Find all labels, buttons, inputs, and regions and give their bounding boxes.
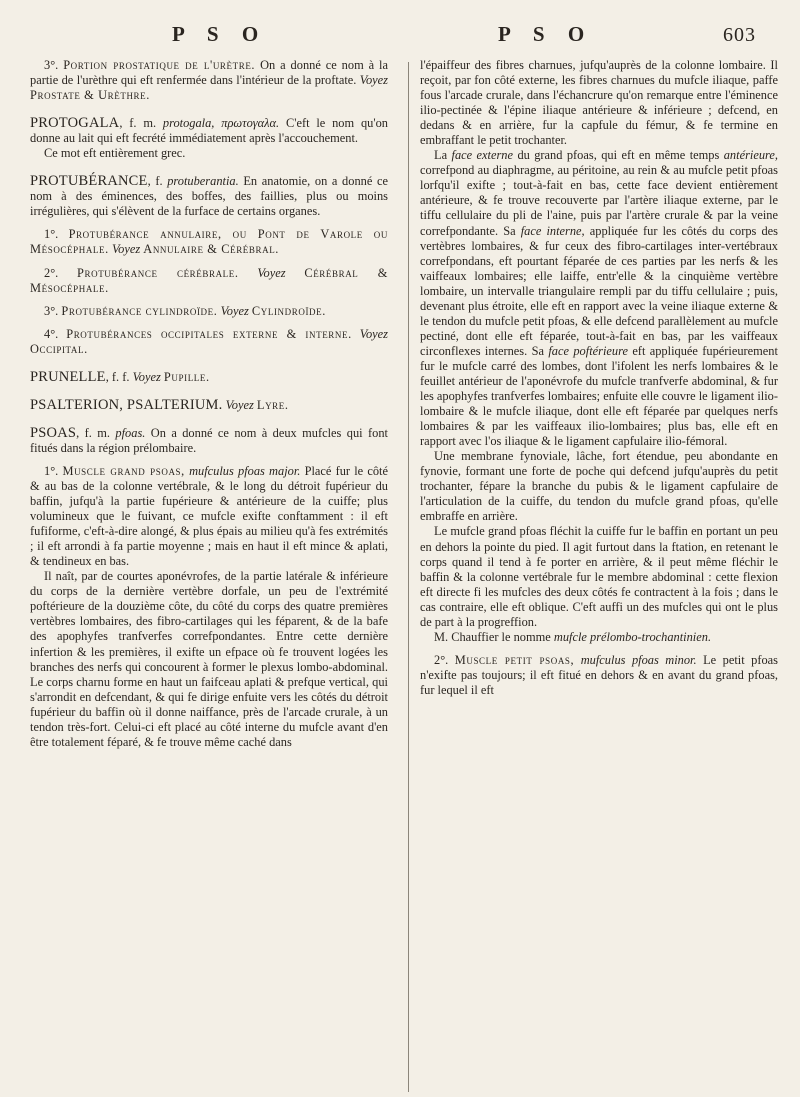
entry-text: C'eft le nom qu'on donne au lait qui eft fecrété immédiatement après l'accouchement. xyxy=(30,116,388,146)
entry-protuberance xyxy=(30,174,388,219)
entry-heading: Protubérances occipitales externe & interne. xyxy=(66,326,352,341)
grand-psoas-faces xyxy=(420,148,778,449)
text-run: correfpond au diaphragme, au péritoine, au rein & au mufcle petit pfoas lorfqu'il exifte ; tout-à-fait en bas, cette face devient entièrement antérieure, & fe trouve recouverte par l'artère iliaque externe, par le tiffu cellulaire du pli de l'aine, puis par l'artère crurale & par la veine correfpondante. xyxy=(420,163,778,238)
entry-heading: Muscle grand psoas, xyxy=(62,463,185,478)
entry-protogala-note: Ce mot eft entièrement grec. xyxy=(44,146,186,161)
entry-heading: Muscle petit psoas, xyxy=(454,652,575,667)
synovial-membrane-paragraph: Une membrane fynoviale, lâche, fort étendue, peu abondante en fynovie, formant une forte de poche qui defcend jufqu'auprès du petit trochanter, fépare la branche du pubis & le ligament capfulaire de l'articulation de la cuiffe, du tendon du mufcle grand pfoas, qu'elle embraffe en arrière. xyxy=(420,449,778,524)
entry-text: On a donné ce nom à la partie de l'urèthre qui eft renfermée dans l'intérieur de la proftate. xyxy=(30,58,389,88)
cross-ref-label: Voyez xyxy=(111,242,141,257)
grammar-note: , f. m. xyxy=(76,425,111,440)
entry-text: Le petit pfoas n'exifte pas toujours; il eft fitué en dehors & en avant du grand pfoas, fur lequel il eft xyxy=(420,652,778,697)
entry-number: 4°. xyxy=(44,326,59,341)
running-head-right: P S O xyxy=(498,22,594,46)
cross-ref-label: Voyez xyxy=(359,326,388,341)
text-run: Sa xyxy=(503,223,516,238)
subentry-protuberance-annulaire xyxy=(30,227,388,257)
latin-term: mufcle prélombo-trochantinien. xyxy=(553,629,712,644)
cross-ref-link[interactable]: Cylindroïde. xyxy=(251,303,326,318)
cross-ref-label: Voyez xyxy=(132,369,161,384)
grand-psoas-action: Le mufcle grand pfoas fléchit la cuiffe fur le baffin en portant un peu en dehors la pointe du pied. Il agit furtout dans la ftation, en retenant le corps quand il tend à fe porter en arrière, & il peut même fléchir le baffin & la colonne vertébrale fur le membre abdominal : cette flexion eft directe fi les mufcles des deux côtés fe contractent à la fois ; dans le cas contraire, elle eft oblique. C'eft auffi un des mufcles qui ont le plus de part à la progreffion. xyxy=(420,524,778,629)
entry-heading: Portion prostatique de l'urètre. xyxy=(63,58,256,72)
cross-ref-label: Voyez xyxy=(257,265,286,280)
headword: PRUNELLE xyxy=(30,368,106,385)
latin-term: mufculus pfoas major. xyxy=(189,463,301,478)
entry-heading: Protubérance annulaire, ou Pont de Varole ou Mésocéphale. xyxy=(30,227,388,257)
term-face-posterieure: face poftérieure xyxy=(548,343,628,358)
column-divider xyxy=(408,62,409,1092)
text-run: appliquée fur les côtés du corps des vertèbres lombaires, & fur ceux des fibro-cartilages inter-vertébraux correfpondans, eft pourtant féparée de ces parties par les nerfs & les vaiffeaux lombaires; elle laiffe, entr'elle & la cinquième vertèbre lombaire, un intervalle triangulaire rempli par du tiffu cellulaire ; puis, devenant plus étroite, elle eft en rapport avec la veine iliaque externe & le tendon du mufcle petit pfoas, & elle defcend parallèlement au mufcle pectiné, dont elle eft féparée, tout-à-fait en bas, par les vaiffeaux circonflexes internes. xyxy=(420,223,778,358)
entry-psalterion xyxy=(30,398,388,413)
latin-term: protogala, xyxy=(162,116,215,131)
term-face-interne: face interne, xyxy=(520,223,585,238)
term-anterieure: antérieure, xyxy=(723,148,778,163)
cross-ref-label: Voyez xyxy=(359,73,388,88)
cross-ref-link[interactable]: Annulaire & Cérébral. xyxy=(143,242,280,257)
entry-psoas xyxy=(30,426,388,456)
running-head-left: P S O xyxy=(172,22,268,46)
latin-term: mufculus pfoas minor. xyxy=(580,652,697,667)
text-run: M. Chauffier le nomme xyxy=(434,629,551,644)
headword: PROTOGALA xyxy=(30,115,120,132)
entry-number: 3°. xyxy=(44,303,59,318)
entry-text: On a donné ce nom à deux mufcles qui font fitués dans la région prélombaire. xyxy=(30,425,388,455)
headword: PSOAS xyxy=(30,424,77,441)
text-run: Sa xyxy=(531,343,544,358)
entry-portion-prostatique xyxy=(30,58,388,103)
entry-prunelle xyxy=(30,370,388,385)
cross-ref-link[interactable]: Prostate & Urèthre. xyxy=(30,88,150,103)
page-number: 603 xyxy=(723,24,756,46)
grammar-note: , f. m. xyxy=(119,116,157,131)
headword: PSALTERION, PSALTERIUM. xyxy=(30,396,223,413)
right-column xyxy=(420,58,778,698)
cross-ref-link[interactable]: Cérébral & Mésocéphale. xyxy=(30,265,388,295)
subentry-protuberance-cylindroide xyxy=(30,304,388,319)
cross-ref-link[interactable]: Occipital. xyxy=(30,341,88,356)
grammar-note: , f. f. xyxy=(105,369,130,384)
grammar-note: , f. xyxy=(147,174,163,189)
subentry-grand-psoas-origin: Il naît, par de courtes aponévrofes, de la partie latérale & inférieure du corps de la dernière vertèbre dorfale, un peu de l'extrémité poftérieure de la douzième côte, du côté du corps des quatre premières vertèbres lombaires, des fibro-cartilages qui les féparent, & de la bafe des apophyfes tranfverfes correfpondantes. Entre cette dernière infertion & les premières, il exifte un efpace où fe trouvent logées les branches des nerfs qui concourent à former le plexus lombo-abdominal. Le corps charnu forme en haut un faifceau aplati & prefque vertical, qui s'arrondit en defcendant, & qui fe dirige enfuite vers les côtés du détroit fupérieur du baffin où il donne naiffance, près de l'arcade crurale, à un tendon très-fort. Celui-ci eft placé au côté interne du mufcle avant d'en être totalement féparé, & fe trouve même caché dans xyxy=(30,569,388,749)
grand-psoas-continued: l'épaiffeur des fibres charnues, jufqu'auprès de la colonne lombaire. Il reçoit, par fon côté externe, les fibres charnues du mufcle iliaque, paffe fous l'arcade crurale, dans l'échancrure qu'on remarque entre l'éminence ilio-pectinée & l'épine iliaque antérieure & inférieure ; defcend, en dedans & en arrière, fur la capfule du fémur, & fe termine en embraffant le petit trochanter. xyxy=(420,58,778,148)
cross-ref-label: Voyez xyxy=(225,397,254,412)
greek-term: πρωτογαλα. xyxy=(221,116,280,131)
entry-heading: Protubérance cylindroïde. xyxy=(61,303,218,318)
entry-heading: Protubérance cérébrale. xyxy=(77,265,239,280)
headword: PROTUBÉRANCE xyxy=(30,173,148,190)
cross-ref-link[interactable]: Lyre. xyxy=(256,397,289,412)
entry-text: Placé fur le côté & au bas de la colonne vertébrale, & le long du détroit fupérieur du baffin, jufqu'à la partie fupérieure & antérieure de la cuiffe; plus volumineux que le fuivant, ce mufcle exifte conftamment : il eft fufiforme, c'eft-à-dire alongé, & plus épais au milieu qu'à fes extrémités ; il eft arrondi à fa partie moyenne ; mais en haut il eft mince & aplati, & tendineux en bas. xyxy=(30,463,389,569)
chaussier-name xyxy=(420,630,778,645)
subentry-protuberance-cerebrale xyxy=(30,266,388,296)
entry-protogala xyxy=(30,116,388,146)
entry-number: 2°. xyxy=(434,652,449,667)
latin-term: protuberantia. xyxy=(167,174,239,189)
subentry-petit-psoas xyxy=(420,653,778,698)
cross-ref-link[interactable]: Pupille. xyxy=(163,369,210,384)
entry-number: 1°. xyxy=(44,463,59,478)
cross-ref-label: Voyez xyxy=(220,303,249,318)
text-run: eft appliquée fupérieurement fur le mufcle carré des lombes, dont l'ifolent les nerfs lombaires & le feuillet antérieur de l'aponévrofe du mufcle tranfverfe abdominal, & fur les apophyfes tranfverfes lombaires; enfuite elle couvre le ligament ilio-lombaire & le mufcle iliaque, dont elle eft féparée par quelques nerfs lombaires & par les vaiffeaux ilio-lombaires; plus bas, elle eft en rapport avec l'os iliaque & le ligament capfulaire ilio-fémoral. xyxy=(420,343,778,449)
entry-text: En anatomie, on a donné ce nom à des éminences, des boffes, des faillies, plus ou moins irrégulières, qui s'élèvent de la furface de certains organes. xyxy=(30,174,388,219)
entry-number: 2°. xyxy=(44,265,59,280)
text-run: du grand pfoas, qui eft en même temps xyxy=(517,148,720,163)
entry-number: 3°. xyxy=(44,58,59,72)
text-run: La xyxy=(434,148,448,163)
latin-term: pfoas. xyxy=(115,425,146,440)
subentry-grand-psoas xyxy=(30,464,388,569)
subentry-protuberances-occipitales xyxy=(30,327,388,357)
entry-number: 1°. xyxy=(44,227,59,242)
term-face-externe: face externe xyxy=(451,148,514,163)
left-column xyxy=(30,58,388,750)
